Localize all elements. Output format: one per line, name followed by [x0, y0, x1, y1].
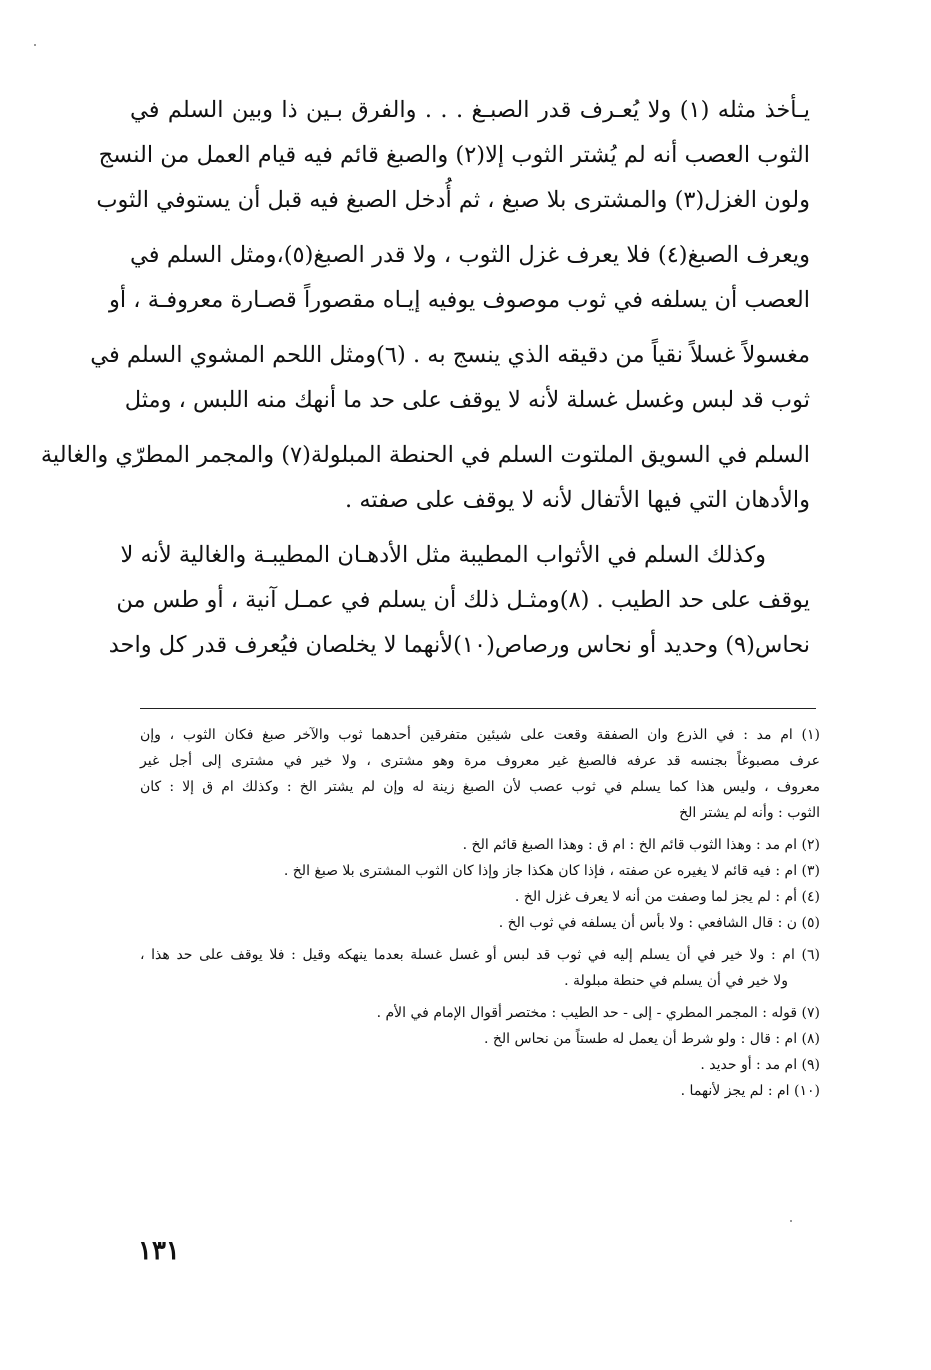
text-line: ولون الغزل(٣) والمشترى بلا صبغ ، ثم أُدخل الصبغ فيه قبل أن يستوفي الثوب	[96, 187, 810, 213]
text-line: ويعرف الصبغ(٤) فلا يعرف غزل الثوب ، ولا قدر الصبغ(٥)،ومثل السلم في	[130, 242, 810, 268]
footnote-line: ولا خير في أن يسلم في حنطة مبلولة .	[564, 973, 788, 989]
text-line: الثوب العصب أنه لم يُشتر الثوب إلا(٢) والصبغ قائم فيه قيام العمل من النسج	[98, 142, 810, 168]
text-line: العصب أن يسلفه في ثوب موصوف يوفيه إيـاه مقصوراً قصـارة معروفـة ، أو	[109, 287, 810, 313]
footnote-2	[140, 832, 820, 858]
footnote-8	[140, 1026, 820, 1052]
footnote-3	[140, 858, 820, 884]
footnote-line: (٢) ام مد : وهذا الثوب قائم الخ : ام ق : وهذا الصبغ قائم الخ .	[462, 837, 820, 853]
footnote-1	[140, 722, 820, 826]
footnotes-block	[140, 722, 820, 1110]
footnote-9	[140, 1052, 820, 1078]
footnote-separator	[140, 708, 816, 709]
text-line: والأدهان التي فيها الأتفال لأنه لا يوقف على صفته .	[345, 487, 810, 513]
footnote-10	[140, 1078, 820, 1104]
footnote-4	[140, 884, 820, 910]
text-line: ثوب قد لبس وغسل غسلة لأنه لا يوقف على حد ما أنهك منه اللبس ، ومثل	[124, 387, 810, 413]
footnote-line: الثوب : وأنه لم يشتر الخ	[679, 805, 820, 821]
footnote-line: (٣) ام : فيه قائم لا يغيره عن صفته ، فإذا كان هكذا جاز وإذا كان الثوب المشترى بلا صبغ الخ .	[283, 863, 820, 879]
footnote-line: (٤) أم : لم يجز لما وصفت من أنه لا يعرف غزل الخ .	[514, 889, 820, 905]
footnote-line: (٨) ام : قال : ولو شرط أن يعمل له طستاً من نحاس الخ .	[483, 1031, 820, 1047]
page-number: ١٣١	[138, 1236, 180, 1266]
footnote-line: (٥) ن : قال الشافعي : ولا بأس أن يسلفه في ثوب الخ .	[498, 915, 820, 931]
footnote-line: (١٠) ام : لم يجز لأنهما .	[680, 1083, 820, 1099]
text-line: يـأخذ مثله (١) ولا يُعـرف قدر الصبـغ . . . والفرق بـين ذا وبين السلم في	[130, 97, 811, 123]
scan-speck	[790, 1220, 792, 1222]
footnote-line: (١) ام مد : في الذرع وان الصفقة وقعت على شيئين متفرقين أحدهما ثوب والآخر صبغ فكان الثوب ، وإن	[140, 727, 820, 743]
text-line: وكذلك السلم في الأثواب المطيبة مثل الأدهـان المطيبـة والغالية لأنه لا	[120, 542, 766, 568]
main-text-block	[40, 88, 811, 668]
text-line: نحاس(٩) وحديد أو نحاس ورصاص(١٠)لأنهما لا يخلصان فيُعرف قدر كل واحد	[108, 632, 810, 658]
footnote-7	[140, 1000, 820, 1026]
footnote-line: (٦) ام : ولا خير في أن يسلم إليه في ثوب قد لبس أو غسل غسلة بعدما ينهكه وقيل : فلا يوقف على حد هذا ،	[140, 947, 820, 963]
scan-speck	[34, 44, 36, 46]
text-line: السلم في السويق الملتوت السلم في الحنطة المبلولة(٧) والمجمر المطرّي والغالية	[40, 442, 810, 468]
footnote-6	[140, 942, 820, 994]
footnote-line: (٧) قوله : المجمر المطري - إلى - حد الطيب : مختصر أقوال الإمام في الأم .	[376, 1005, 820, 1021]
footnote-line: عرف مصبوغاً بجنسه قد عرفه فالصبغ غير معروف مرة وهو مشترى ، ولا خير في مشترى إلى أجل غير	[140, 753, 820, 769]
footnote-line: (٩) ام مد : أو حديد .	[700, 1057, 820, 1073]
text-line: يوقف على حد الطيب . (٨)ومثـل ذلك أن يسلم في عمـل آنية ، أو طس من	[116, 587, 810, 613]
footnote-line: معروف ، وليس هذا كما يسلم في ثوب عصب لأن الصبغ زينة له وإن لم يشتر الخ : وكذلك ام ق إلا : كان	[140, 779, 820, 795]
text-line: مغسولاً غسلاً نقياً من دقيقه الذي ينسج به . (٦)ومثل اللحم المشوي السلم في	[90, 342, 810, 368]
footnote-5	[140, 910, 820, 936]
